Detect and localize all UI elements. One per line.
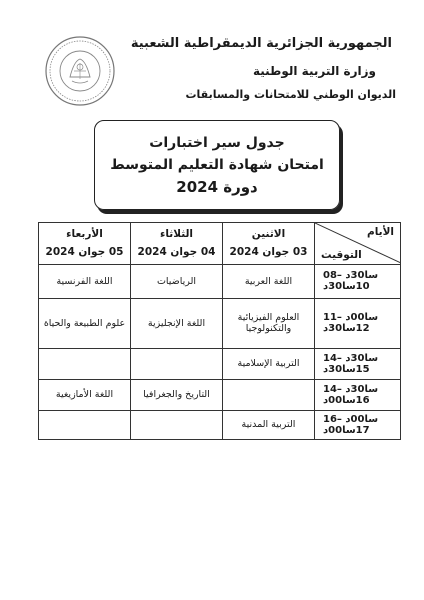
subject-cell: التاريخ والجغرافيا (131, 380, 223, 410)
corner-cell (315, 223, 401, 265)
subject-cell: العلوم الفيزيائية والتكنولوجيا (223, 299, 315, 349)
exam-schedule-table (38, 222, 401, 440)
days-label: الأيام (367, 226, 394, 238)
subject-cell (131, 410, 223, 439)
document-header (0, 0, 424, 115)
table-row (39, 264, 401, 298)
day-header (131, 223, 223, 265)
subject-cell (39, 348, 131, 379)
day-date: 05 جوان 2024 (45, 246, 124, 259)
table-row (39, 410, 401, 439)
day-header (223, 223, 315, 265)
table-row (39, 348, 401, 379)
subject-cell: التربية المدنية (223, 410, 315, 439)
subject-cell: اللغة العربية (223, 264, 315, 298)
time-slot: 08سا30د – 10سا30د (315, 264, 401, 298)
table-row (39, 299, 401, 349)
subject-cell (131, 348, 223, 379)
subject-cell (223, 380, 315, 410)
day-name: الأربعاء (66, 228, 103, 241)
day-name: الثلاثاء (159, 228, 194, 241)
subject-cell: اللغة الإنجليزية (131, 299, 223, 349)
time-slot: 11سا00د – 12سا30د (315, 299, 401, 349)
table-header-row (39, 223, 401, 265)
time-slot: 16سا00د – 17سا00د (315, 410, 401, 439)
time-label: التوقيت (321, 248, 362, 261)
day-date: 03 جوان 2024 (229, 246, 308, 259)
subject-cell: اللغة الأمازيغية (39, 380, 131, 410)
office-name: الديوان الوطني للامتحانات والمسابقات (185, 88, 396, 101)
title-session: دورة 2024 (176, 178, 258, 196)
time-slot: 14سا30د – 16سا00د (315, 380, 401, 410)
day-header (39, 223, 131, 265)
subject-cell: الرياضيات (131, 264, 223, 298)
subject-cell: علوم الطبيعة والحياة (39, 299, 131, 349)
title-schedule: جدول سير اختبارات (149, 135, 285, 151)
republic-name: الجمهورية الجزائرية الديمقراطية الشعبية (130, 36, 392, 51)
subject-cell (39, 410, 131, 439)
subject-cell: التربية الإسلامية (223, 348, 315, 379)
official-seal-icon (44, 35, 116, 107)
subject-cell: اللغة الفرنسية (39, 264, 131, 298)
table-row (39, 380, 401, 410)
day-name: الاثنين (251, 228, 286, 241)
exam-title-box (94, 120, 340, 210)
title-exam: امتحان شهادة التعليم المتوسط (110, 157, 324, 173)
day-date: 04 جوان 2024 (137, 246, 216, 259)
ministry-name: وزارة التربية الوطنية (252, 64, 376, 78)
time-slot: 14سا30د – 15سا30د (315, 348, 401, 379)
